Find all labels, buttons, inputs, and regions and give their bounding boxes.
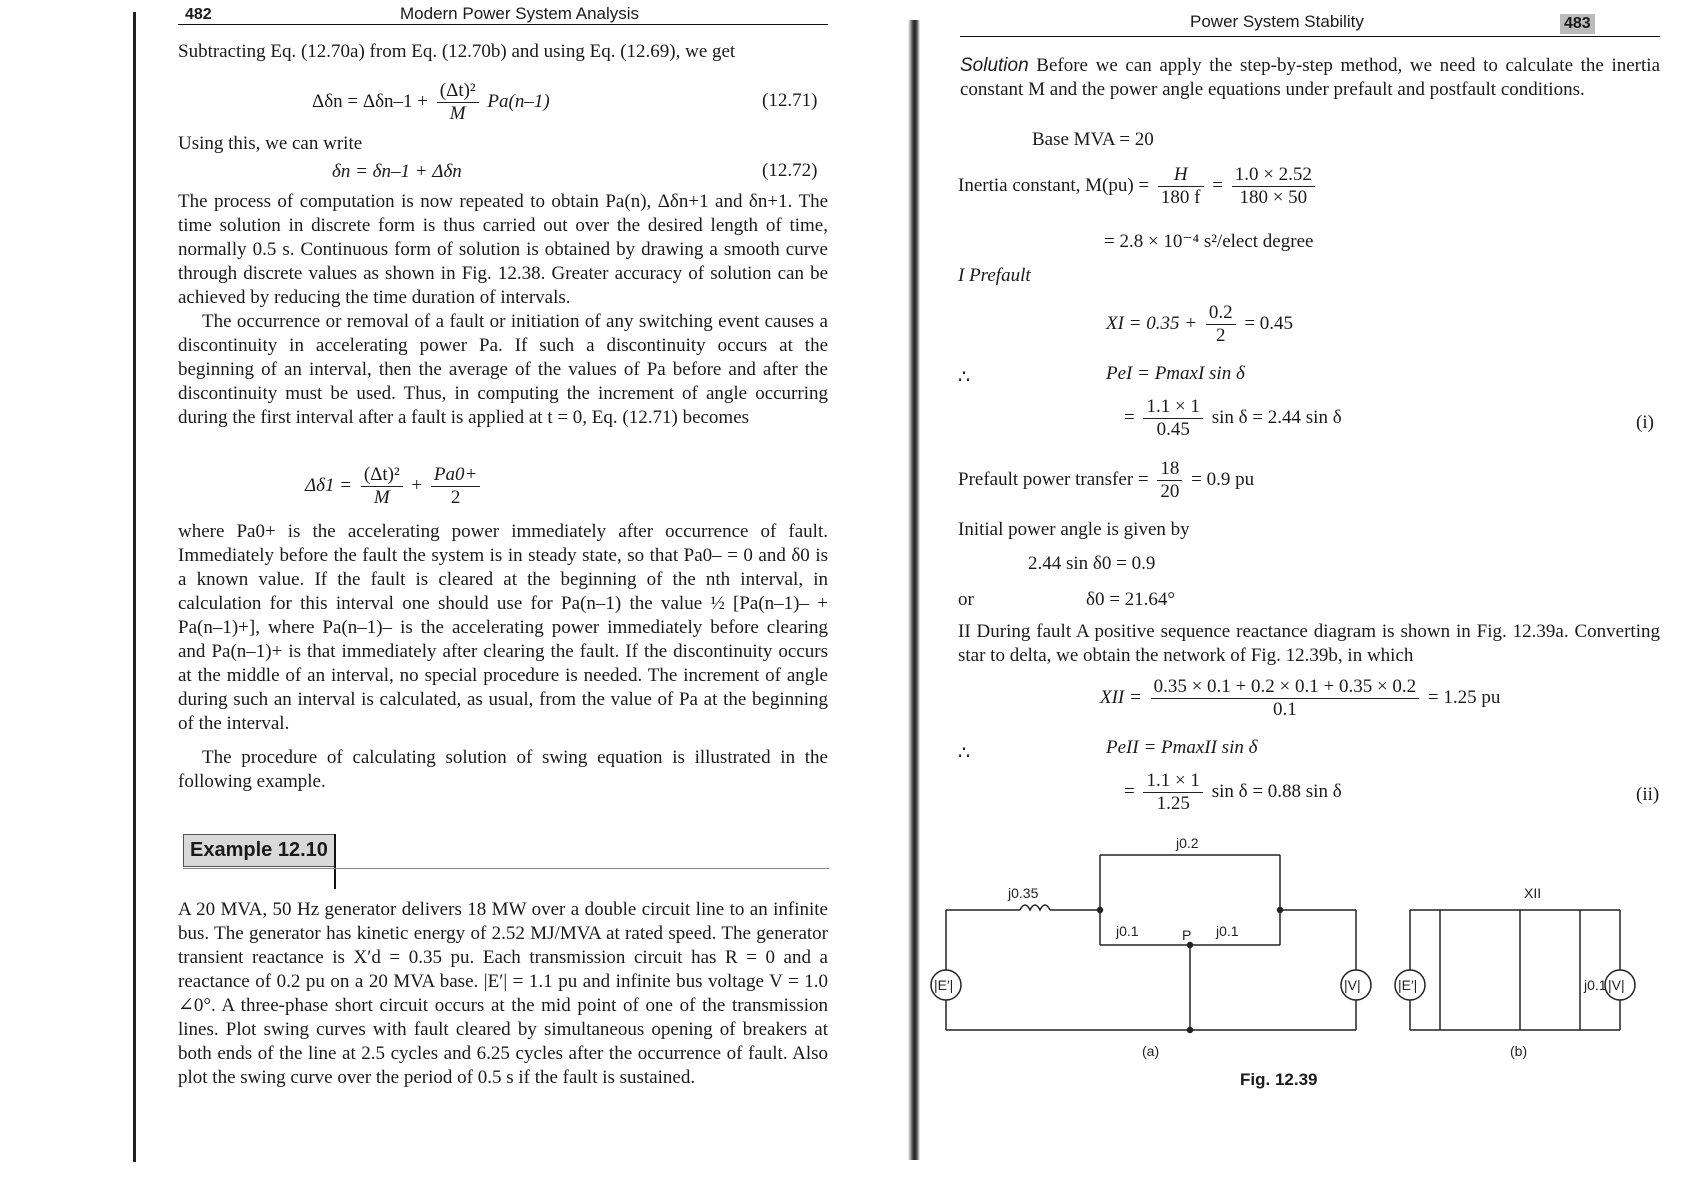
x1-equation: XI = 0.35 + $\frac{0.2}{2}$ = 0.45	[1106, 302, 1294, 346]
label-e-prime-b: |E′|	[1398, 977, 1418, 993]
pe2-value: = $\frac{1.1 \times 1}{1.25}$ sin δ = 0.88 sin δ	[1124, 770, 1342, 814]
or-text: or	[958, 589, 974, 610]
example-rule-horizontal	[183, 868, 829, 869]
paragraph-2: The occurrence or removal of a fault or initiation of any switching event causes a discontinuity in accelerating power Pa. If such a discontinuity occurs at the beginning of an interval, then the average of the values of Pa before and after the discontinuity must be used. Thus, in computing the increment of angle occurring during the first interval after a fault is applied at t = 0, Eq. (12.71) becomes	[178, 311, 828, 428]
x2-equation: XII = $\frac{0.35 \times 0.1 + 0.2 \times 0.1 + 0.35 \times 0.2}{0.1}$ = 1.25 pu	[1100, 676, 1501, 720]
running-header-right: Power System Stability	[1190, 12, 1364, 31]
equation-12-71: Δδn = Δδn–1 + $\frac{\text{(Δt)²}}{M}$ Pa(n–1)	[312, 80, 550, 124]
example-text: A 20 MVA, 50 Hz generator delivers 18 MW over a double circuit line to an infinite bus. The generator has kinetic energy of 2.52 MJ/MVA at rated speed. The generator transient reactance is X′d = 0.35 pu. Each transmission circuit has R = 0 and a reactance of 0.2 pu on a 20 MVA base. |E′| = 1.1 pu and infinite bus voltage V = 1.0 ∠0°. A three-phase short circuit occurs at the mid point of one of the transmission lines. Plot swing curves with fault cleared by simultaneous opening of breakers at both ends of the line at 2.5 cycles and 6.25 cycles after the occurrence of fault. Also plot the swing curve over the period of 0.5 s if the fault is sustained.	[178, 899, 828, 1088]
solution-text: Solution Before we can apply the step-by-step method, we need to calculate the inertia constant M and the power angle equations under prefault and postfault conditions.	[960, 55, 1660, 100]
scan-margin-line	[133, 12, 136, 1162]
header-rule	[960, 36, 1660, 37]
inertia-equation: Inertia constant, M(pu) = $\frac{H}{180 f}$ = $\frac{1.0 \times 2.52}{180 \times 50}$	[958, 164, 1319, 209]
label-j01-left: j0.1	[1116, 923, 1139, 939]
figure-12-39	[920, 830, 1680, 1070]
label-j035: j0.35	[1008, 885, 1039, 901]
equation-number: (12.71)	[762, 90, 818, 111]
label-j01-right: j0.1	[1216, 923, 1239, 939]
equation-delta-1: Δδ1 = $\frac{\text{(Δt)²}}{M}$ + $\frac{Pa0+}{2}$	[305, 464, 484, 509]
paragraph-3: where Pa0+ is the accelerating power immediately after occurrence of fault. Immediately before the fault the system is in steady state, so that Pa0– = 0 and δ0 is a known value. If the fault is cleared at the beginning of the nth interval, in calculation for this interval one should use for Pa(n–1) the value ½ [Pa(n–1)– + Pa(n–1)+], where Pa(n–1)– is the accelerating power immediately before clearing and Pa(n–1)+ is that immediately after clearing the fault. If the discontinuity occurs at the middle of an interval, no special procedure is needed. The increment of angle during such an interval is calculated, as usual, from the value of Pa at the beginning of the interval.	[178, 521, 828, 734]
label-e-prime: |E′|	[934, 977, 954, 993]
page-number-left: 482	[185, 6, 212, 23]
equation-number: (12.72)	[762, 160, 818, 181]
pe1-value: = $\frac{1.1 \times 1}{0.45}$ sin δ = 2.44 sin δ	[1124, 396, 1342, 440]
therefore-symbol: ∴	[958, 367, 971, 388]
sin-equation: 2.44 sin δ0 = 0.9	[1028, 553, 1156, 574]
label-j01-b: j0.1	[1584, 977, 1607, 993]
intro-text: Subtracting Eq. (12.70a) from Eq. (12.70b) and using Eq. (12.69), we get	[178, 41, 736, 62]
running-header-left: Modern Power System Analysis	[400, 4, 640, 23]
equation-12-72: δn = δn–1 + Δδn	[332, 161, 462, 182]
paragraph-4: The procedure of calculating solution of swing equation is illustrated in the following example.	[178, 747, 828, 792]
label-j02: j0.2	[1176, 835, 1199, 851]
header-rule	[178, 24, 828, 25]
equation-tag: (ii)	[1636, 784, 1660, 805]
circuit-a	[931, 855, 1371, 1033]
label-v-b: |V|	[1608, 977, 1625, 993]
inertia-result: = 2.8 × 10⁻⁴ s²/elect degree	[1104, 231, 1314, 252]
prefault-power: Prefault power transfer = $\frac{18}{20}$ = 0.9 pu	[958, 458, 1255, 502]
therefore-symbol: ∴	[958, 743, 971, 764]
right-page	[860, 0, 1684, 1191]
example-rule-vertical	[334, 834, 336, 889]
figure-caption: Fig. 12.39	[1240, 1070, 1318, 1089]
during-fault-text: II During fault A positive sequence reactance diagram is shown in Fig. 12.39a. Converting star to delta, we obtain the network of Fig. 12.39b, in which	[958, 621, 1660, 666]
section-prefault: I Prefault	[958, 265, 1031, 286]
circuit-b	[1395, 910, 1635, 1030]
caption-b: (b)	[1510, 1043, 1528, 1059]
equation-tag: (i)	[1636, 412, 1654, 433]
paragraph-1: The process of computation is now repeated to obtain Pa(n), Δδn+1 and δn+1. The time solution in discrete form is thus carried out over the desired length of time, normally 0.5 s. Continuous form of solution is obtained by drawing a smooth curve through discrete values as shown in Fig. 12.38. Greater accuracy of solution can be achieved by reducing the time duration of intervals.	[178, 191, 828, 308]
inductor-coil	[1020, 905, 1050, 910]
label-node-p: P	[1182, 927, 1192, 943]
initial-angle-text: Initial power angle is given by	[958, 519, 1190, 540]
example-label: Example 12.10	[183, 834, 335, 867]
using-text: Using this, we can write	[178, 133, 363, 154]
label-v: |V|	[1344, 977, 1361, 993]
pe2-equation: PeII = PmaxII sin δ	[1106, 737, 1258, 758]
page-number-right: 483	[1560, 14, 1595, 34]
pe1-equation: PeI = PmaxI sin δ	[1106, 363, 1245, 384]
base-mva: Base MVA = 20	[1032, 129, 1154, 150]
delta0-result: δ0 = 21.64°	[1086, 589, 1176, 610]
label-x2: XII	[1524, 885, 1542, 901]
caption-a: (a)	[1142, 1043, 1160, 1059]
